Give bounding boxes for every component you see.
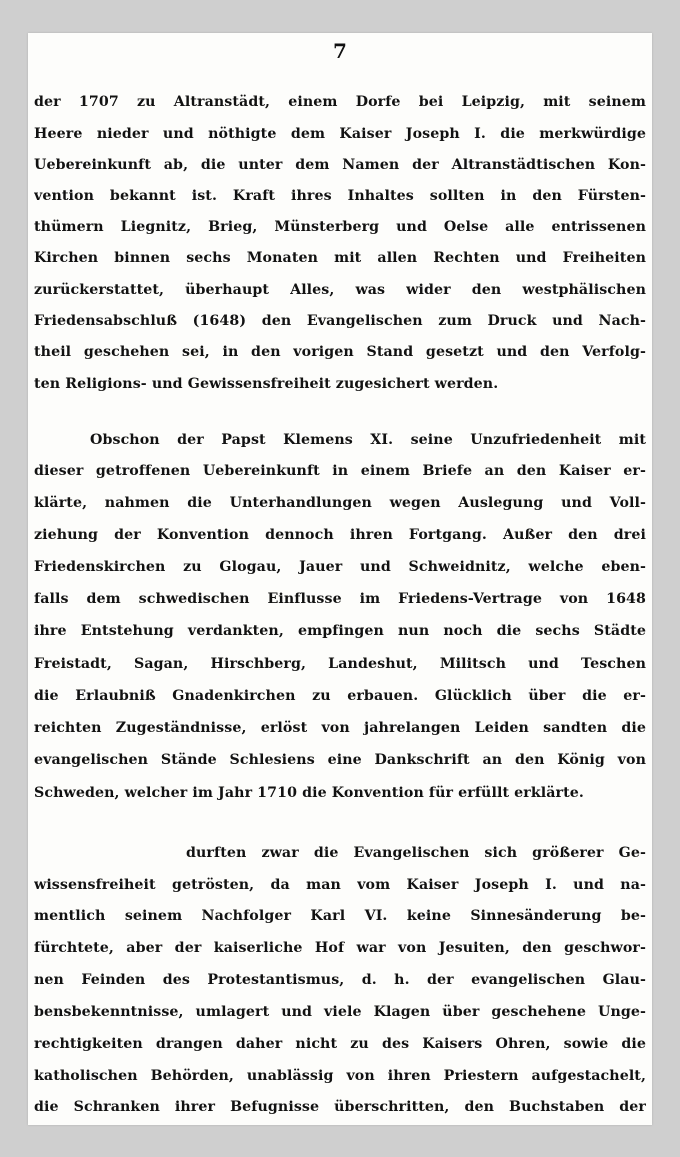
text-line: evangelischen Stände Schlesiens eine Dankschrift an den König von — [34, 752, 646, 768]
text-line: dieser getroffenen Uebereinkunft in einem Briefe an den Kaiser er- — [34, 463, 646, 479]
text-line: Kirchen binnen sechs Monaten mit allen Rechten und Freiheiten — [34, 250, 646, 266]
text-line: wissensfreiheit getrösten, da man vom Kaiser Joseph I. und na- — [34, 877, 646, 893]
text-line: nen Feinden des Protestantismus, d. h. der evangelischen Glau- — [34, 972, 646, 988]
text-line: bensbekenntnisse, umlagert und viele Klagen über geschehene Unge- — [34, 1004, 646, 1020]
text-line: Schweden, welcher im Jahr 1710 die Konvention für erfüllt erklärte. — [34, 785, 584, 801]
text-line: katholischen Behörden, unablässig von ihren Priestern aufgestachelt, — [34, 1068, 646, 1084]
text-line: klärte, nahmen die Unterhandlungen wegen Auslegung und Voll- — [34, 495, 646, 511]
text-line: Uebereinkunft ab, die unter dem Namen der Altranstädtischen Kon- — [34, 157, 646, 173]
text-line: ten Religions- und Gewissensfreiheit zugesichert werden. — [34, 376, 499, 392]
text-line: zurückerstattet, überhaupt Alles, was wider den westphälischen — [34, 282, 646, 298]
text-line: Friedensabschluß (1648) den Evangelischen zum Druck und Nach- — [34, 313, 646, 329]
text-line: die Schranken ihrer Befugnisse überschritten, den Buchstaben der — [34, 1099, 646, 1115]
text-line: Freistadt, Sagan, Hirschberg, Landeshut, Militsch und Teschen — [34, 656, 646, 672]
text-line: Obschon der Papst Klemens XI. seine Unzufriedenheit mit — [90, 432, 646, 448]
text-line: durften zwar die Evangelischen sich größerer Ge- — [186, 845, 646, 861]
text-line: ziehung der Konvention dennoch ihren Fortgang. Außer den drei — [34, 527, 646, 543]
text-line: reichten Zugeständnisse, erlöst von jahrelangen Leiden sandten die — [34, 720, 646, 736]
text-line: falls dem schwedischen Einflusse im Friedens-Vertrage von 1648 — [34, 591, 646, 607]
text-line: rechtigkeiten drangen daher nicht zu des Kaisers Ohren, sowie die — [34, 1036, 646, 1052]
text-line: vention bekannt ist. Kraft ihres Inhaltes sollten in den Fürsten- — [34, 188, 646, 204]
text-line: thümern Liegnitz, Brieg, Münsterberg und Oelse alle entrissenen — [34, 219, 646, 235]
text-line: fürchtete, aber der kaiserliche Hof war von Jesuiten, den geschwor- — [34, 940, 646, 956]
text-line: Heere nieder und nöthigte dem Kaiser Joseph I. die merkwürdige — [34, 126, 646, 142]
page-number: 7 — [333, 39, 347, 63]
text-line: mentlich seinem Nachfolger Karl VI. keine Sinnesänderung be- — [34, 908, 646, 924]
text-line: theil geschehen sei, in den vorigen Stand gesetzt und den Verfolg- — [34, 344, 646, 360]
document-page — [28, 33, 652, 1125]
text-line: die Erlaubniß Gnadenkirchen zu erbauen. Glücklich über die er- — [34, 688, 646, 704]
text-line: ihre Entstehung verdankten, empfingen nun noch die sechs Städte — [34, 623, 646, 639]
text-line: Friedenskirchen zu Glogau, Jauer und Schweidnitz, welche eben- — [34, 559, 646, 575]
text-line: der 1707 zu Altranstädt, einem Dorfe bei Leipzig, mit seinem — [34, 94, 646, 110]
